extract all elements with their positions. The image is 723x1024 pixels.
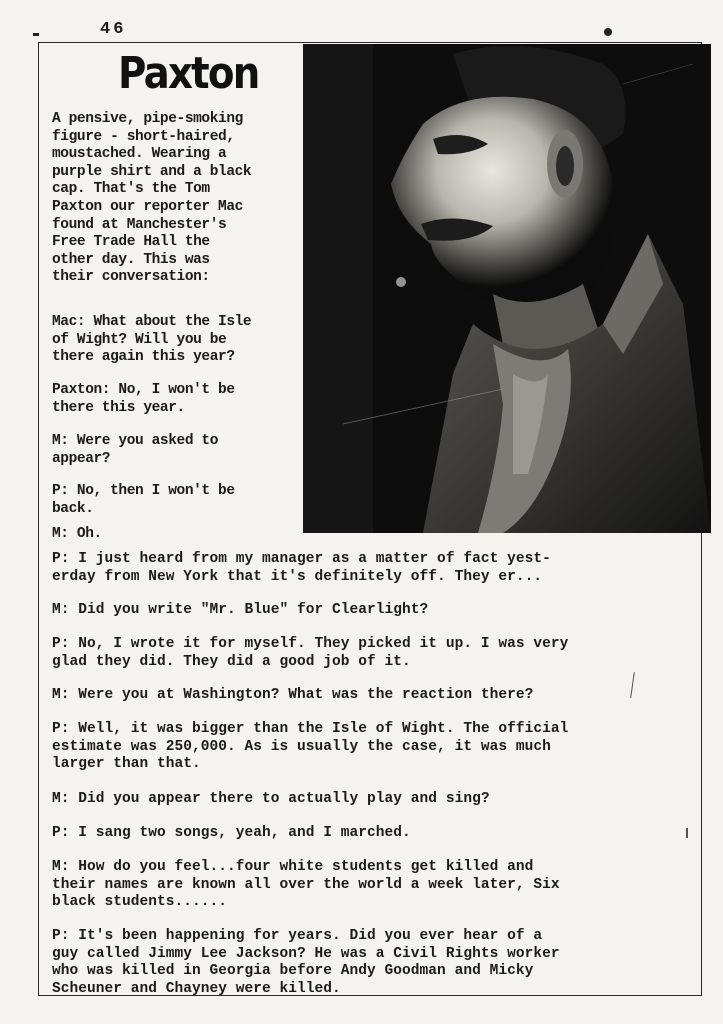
- print-mark: [33, 33, 39, 36]
- qa-entry: P: Well, it was bigger than the Isle of Wight. The official estimate was 250,000. As is usually the case, it was much larger than that.: [52, 721, 569, 773]
- qa-entry: M: How do you feel...four white students get killed and their names are known all over the world a week later, Six black students......: [52, 859, 560, 911]
- article-headline: Paxton: [118, 48, 259, 99]
- pen-mark: [686, 828, 688, 838]
- qa-entry: Paxton: No, I won't be there this year.: [52, 382, 235, 416]
- ink-blot: [604, 28, 612, 36]
- article-intro: A pensive, pipe-smoking figure - short-haired, moustached. Wearing a purple shirt and a black cap. That's the Tom Paxton our reporter Mac found at Manchester's Free Trade Hall the other day. This was their conversation:: [52, 111, 252, 286]
- qa-entry: M: Were you asked to appear?: [52, 433, 219, 467]
- qa-entry: M: Did you appear there to actually play and sing?: [52, 791, 490, 807]
- qa-entry: P: I sang two songs, yeah, and I marched.: [52, 825, 411, 841]
- qa-entry: M: Did you write "Mr. Blue" for Clearlight?: [52, 602, 429, 618]
- qa-entry: P: No, I wrote it for myself. They picked it up. I was very glad they did. They did a good job of it.: [52, 636, 569, 670]
- page-number: 46: [100, 20, 127, 39]
- qa-entry: Mac: What about the Isle of Wight? Will you be there again this year?: [52, 314, 252, 366]
- qa-entry: P: I just heard from my manager as a matter of fact yest- erday from New York that it's definitely off. They er...: [52, 551, 551, 585]
- qa-entry: M: Oh.: [52, 526, 102, 542]
- portrait-photo-image: [303, 44, 711, 533]
- portrait-photo: [303, 44, 711, 533]
- qa-entry: M: Were you at Washington? What was the reaction there?: [52, 687, 534, 703]
- qa-entry: P: No, then I won't be back.: [52, 483, 235, 517]
- qa-entry: P: It's been happening for years. Did you ever hear of a guy called Jimmy Lee Jackson? He was a Civil Rights worker who was killed in Georgia before Andy Goodman and Micky Scheuner and Chayney were killed.: [52, 928, 560, 997]
